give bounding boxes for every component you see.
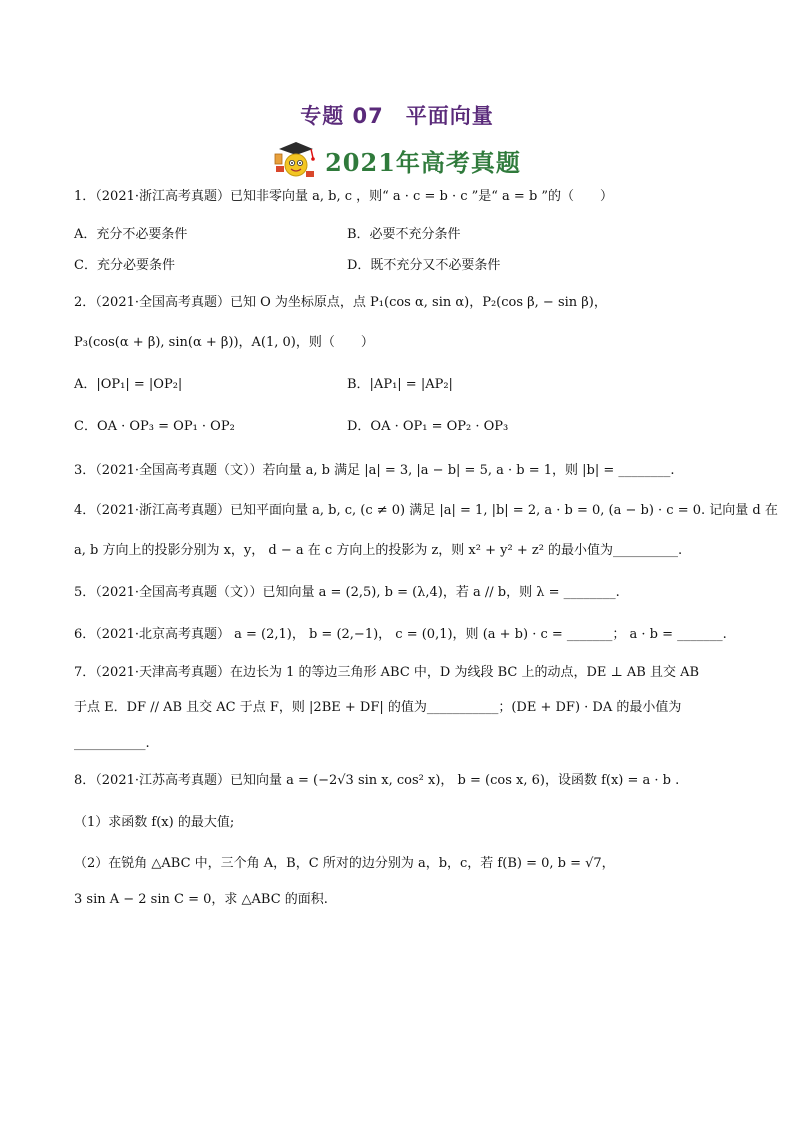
question-2-option-a: A．|OP₁| = |OP₂| [74,377,183,392]
question-1-option-c: C．充分必要条件 [74,258,175,273]
question-7-line-2: 于点 E．DF // AB 且交 AC 于点 F，则 |2BE + DF| 的值为___________；(DE + DF) · DA 的最小值为 [74,700,682,715]
question-7-line-3: ___________. [74,736,150,751]
question-8-part-2: （2）在锐角 △ABC 中，三个角 A，B，C 所对的边分别为 a，b，c，若 f(B) = 0, b = √7， [74,856,615,871]
question-2-option-d: D．OA · OP₁ = OP₂ · OP₃ [347,419,509,434]
graduation-cap-mascot-icon [273,140,319,180]
question-2-line-2: P₃(cos(α + β), sin(α + β))，A(1, 0)，则（ ） [74,335,374,350]
section-subtitle: 2021年高考真题 [325,147,521,177]
question-2-line-1: 2．（2021·全国高考真题）已知 O 为坐标原点，点 P₁(cos α, sin α)，P₂(cos β, − sin β)， [74,295,607,310]
question-5-stem: 5．（2021·全国高考真题（文））已知向量 a = (2,5), b = (λ,4)，若 a // b，则 λ = ________. [74,585,620,600]
subtitle-banner [0,140,794,180]
question-6-stem: 6．（2021·北京高考真题） a = (2,1)， b = (2,−1)， c = (0,1)，则 (a + b) · c = _______； a · b = _______. [74,627,727,642]
question-8-line-1: 8．（2021·江苏高考真题）已知向量 a = (−2√3 sin x, cos² x)， b = (cos x, 6)，设函数 f(x) = a · b . [74,773,680,788]
page-title: 专题 07 平面向量 [300,104,494,128]
question-8-part-2-continued: 3 sin A − 2 sin C = 0，求 △ABC 的面积. [74,892,328,907]
question-2-option-b: B．|AP₁| = |AP₂| [347,377,453,392]
question-4-line-2: a, b 方向上的投影分别为 x，y， d − a 在 c 方向上的投影为 z，则 x² + y² + z² 的最小值为__________. [74,543,683,558]
question-1-option-b: B．必要不充分条件 [347,227,461,242]
question-2-option-c: C．OA · OP₃ = OP₁ · OP₂ [74,419,235,434]
question-1-option-d: D．既不充分又不必要条件 [347,258,501,273]
question-3-stem: 3．（2021·全国高考真题（文））若向量 a, b 满足 |a| = 3, |a − b| = 5, a · b = 1，则 |b| = ________. [74,463,675,478]
question-1-option-a: A．充分不必要条件 [74,227,188,242]
question-8-part-1: （1）求函数 f(x) 的最大值; [74,815,235,830]
question-1-stem: 1．（2021·浙江高考真题）已知非零向量 a, b, c ，则“ a · c = b · c ”是“ a = b ”的（ ） [74,189,614,204]
question-7-line-1: 7．（2021·天津高考真题）在边长为 1 的等边三角形 ABC 中，D 为线段 BC 上的动点，DE ⊥ AB 且交 AB [74,665,700,680]
question-4-line-1: 4．（2021·浙江高考真题）已知平面向量 a, b, c, (c ≠ 0) 满足 |a| = 1, |b| = 2, a · b = 0, (a − b) · c = 0. 记向量 d 在 [74,503,778,518]
